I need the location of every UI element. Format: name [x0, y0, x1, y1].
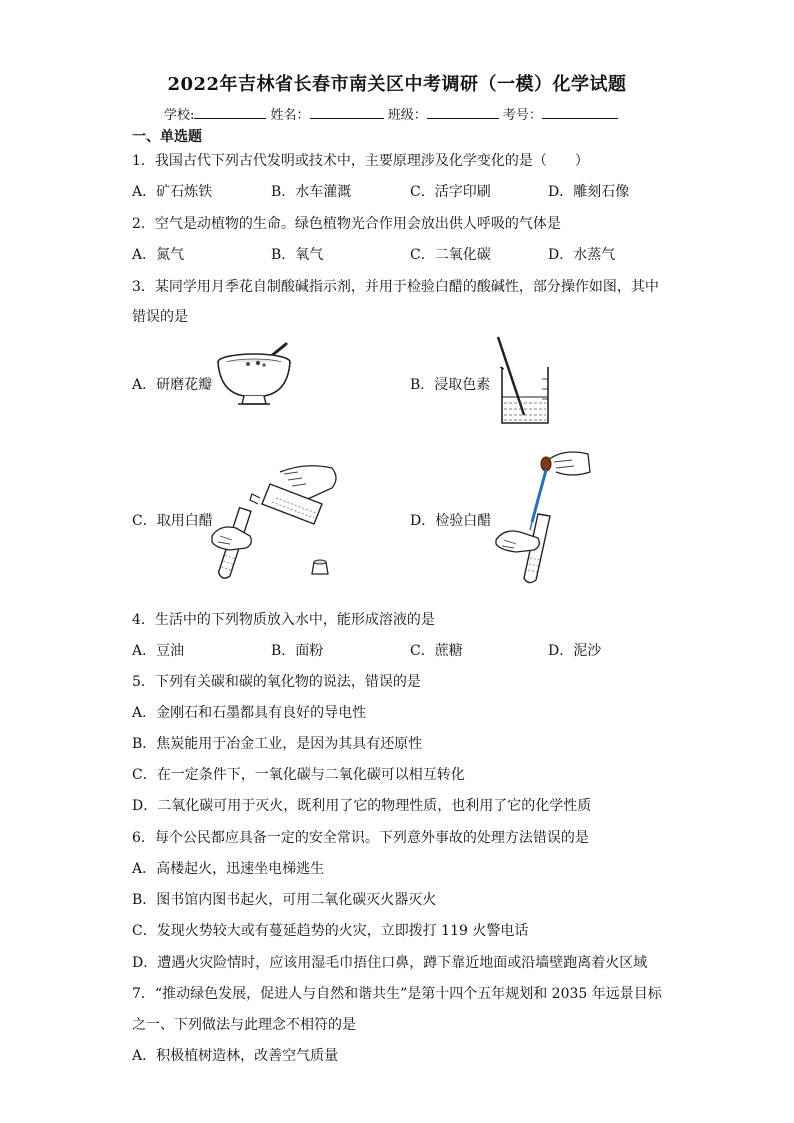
q4-option-d[interactable]: D．泥沙: [548, 643, 602, 659]
mortar-pestle-figure: [214, 340, 294, 412]
q6-option-b[interactable]: B．图书馆内图书起火，可用二氧化碳灭火器灭火: [132, 892, 437, 908]
number-blank[interactable]: [542, 106, 618, 119]
q2-option-a[interactable]: A．氮气: [132, 247, 185, 263]
q7-option-a[interactable]: A．积极植树造林，改善空气质量: [132, 1048, 339, 1064]
q2-option-c[interactable]: C．二氧化碳: [410, 247, 491, 263]
beaker-rod-figure: [494, 335, 554, 427]
q1-option-c[interactable]: C．活字印刷: [410, 184, 491, 200]
school-label: 学校:: [164, 108, 195, 123]
q4-option-b[interactable]: B．面粉: [271, 643, 324, 659]
student-info-line: [164, 104, 618, 123]
q1-option-a[interactable]: A．矿石炼铁: [132, 184, 213, 200]
q5-option-d[interactable]: D．二氧化碳可用于灭火，既利用了它的物理性质，也利用了它的化学性质: [132, 798, 592, 814]
name-blank[interactable]: [310, 106, 384, 119]
school-blank[interactable]: [194, 106, 266, 119]
dropper-test-figure: [492, 448, 592, 590]
question-3-text-line1: 3．某同学用月季花自制酸碱指示剂，并用于检验白醋的酸碱性，部分操作如图，其中: [132, 279, 659, 295]
q3-option-b[interactable]: B．浸取色素: [410, 377, 491, 393]
q6-option-c[interactable]: C．发现火势较大或有蔓延趋势的火灾，立即拨打 119 火警电话: [132, 923, 529, 939]
question-2-text: 2．空气是动植物的生命。绿色植物光合作用会放出供人呼吸的气体是: [132, 216, 561, 232]
section-heading: 一、单选题: [132, 129, 202, 145]
q3-option-a[interactable]: A．研磨花瓣: [132, 377, 213, 393]
q5-option-a[interactable]: A．金刚石和石墨都具有良好的导电性: [132, 705, 367, 721]
q5-option-c[interactable]: C．在一定条件下，一氧化碳与二氧化碳可以相互转化: [132, 767, 465, 783]
q2-option-b[interactable]: B．氧气: [271, 247, 324, 263]
question-4-text: 4．生活中的下列物质放入水中，能形成溶液的是: [132, 612, 435, 628]
q4-option-c[interactable]: C．蔗糖: [410, 643, 463, 659]
pouring-vinegar-figure: [210, 458, 345, 586]
q5-option-b[interactable]: B．焦炭能用于冶金工业，是因为其具有还原性: [132, 736, 423, 752]
question-1-text: 1．我国古代下列古代发明或技术中，主要原理涉及化学变化的是（ ）: [132, 153, 589, 169]
q6-option-a[interactable]: A．高楼起火，迅速坐电梯逃生: [132, 861, 325, 877]
question-3-text-line2: 错误的是: [132, 309, 188, 325]
q3-option-c[interactable]: C．取用白醋: [132, 513, 213, 529]
q1-option-d[interactable]: D．雕刻石像: [548, 184, 630, 200]
question-5-text: 5．下列有关碳和碳的氧化物的说法，错误的是: [132, 674, 421, 690]
q2-option-d[interactable]: D．水蒸气: [548, 247, 616, 263]
page-title: 2022年吉林省长春市南关区中考调研（一模）化学试题: [167, 74, 627, 95]
q6-option-d[interactable]: D．遭遇火灾险情时，应该用湿毛巾捂住口鼻，蹲下靠近地面或沿墙壁跑离着火区域: [132, 955, 648, 971]
q4-option-a[interactable]: A．豆油: [132, 643, 185, 659]
name-label: 姓名：: [270, 108, 310, 123]
question-7-text-line1: 7．“推动绿色发展，促进人与自然和谐共生”是第十四个五年规划和 2035 年远景目标: [132, 986, 662, 1002]
number-label: 考号：: [502, 108, 542, 123]
question-7-text-line2: 之一、下列做法与此理念不相符的是: [132, 1017, 356, 1033]
class-label: 班级：: [387, 108, 427, 123]
class-blank[interactable]: [427, 106, 499, 119]
q3-option-d[interactable]: D．检验白醋: [410, 513, 492, 529]
question-6-text: 6．每个公民都应具备一定的安全常识。下列意外事故的处理方法错误的是: [132, 830, 589, 846]
q1-option-b[interactable]: B．水车灌溉: [271, 184, 352, 200]
